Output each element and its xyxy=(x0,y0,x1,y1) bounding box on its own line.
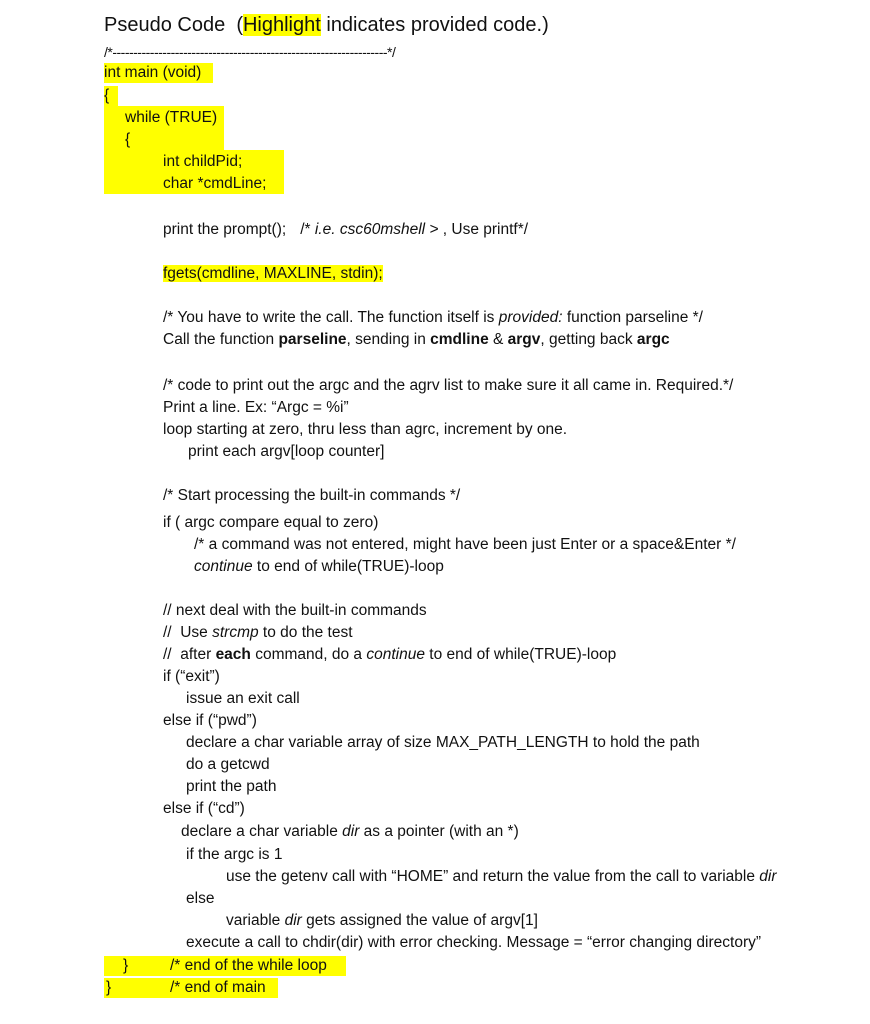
line-cmd-not-entered: /* a command was not entered, might have been just Enter or a space&Enter */ xyxy=(194,536,736,553)
line-loop-start: loop starting at zero, thru less than agrc, increment by one. xyxy=(163,421,568,438)
line-print-prompt xyxy=(163,220,528,240)
title-highlight-word: Highlight xyxy=(242,14,321,36)
line-close-while: } xyxy=(123,957,129,974)
separator-comment: /*------------------------------------------------------------------*/ xyxy=(104,44,396,60)
declare-dir-c: as a pointer (with an *) xyxy=(359,823,519,840)
line-call-parseline xyxy=(163,330,670,350)
declare-dir-b: dir xyxy=(342,823,360,840)
print-prompt-comment-b: i.e. csc60mshell > xyxy=(314,221,443,238)
line-code-print-comment: /* code to print out the argc and the agrv list to make sure it all came in. Required.*/ xyxy=(163,377,734,394)
line-else-if-pwd: else if (“pwd”) xyxy=(163,712,257,729)
line-while-true: while (TRUE) xyxy=(125,109,218,126)
call-b: parseline xyxy=(278,331,347,348)
print-prompt-comment-a: /* xyxy=(300,221,315,238)
line-open-while: { xyxy=(125,131,131,148)
line-start-processing: /* Start processing the built-in commands */ xyxy=(163,487,461,504)
after-each-e: to end of while(TRUE)-loop xyxy=(424,646,617,663)
line-int-childpid: int childPid; xyxy=(163,153,243,170)
call-c: , sending in xyxy=(346,331,431,348)
call-f: argv xyxy=(507,331,541,348)
line-print-line: Print a line. Ex: “Argc = %i” xyxy=(163,399,349,416)
parse-comment-a: /* You have to write the call. The function itself is xyxy=(163,309,499,326)
line-if-exit: if (“exit”) xyxy=(163,668,220,685)
variable-dir-c: gets assigned the value of argv[1] xyxy=(301,912,538,929)
line-variable-dir xyxy=(226,911,538,931)
line-use-getenv xyxy=(226,867,777,887)
call-h: argc xyxy=(636,331,670,348)
page-title xyxy=(104,12,549,38)
line-print-each: print each argv[loop counter] xyxy=(188,443,385,460)
line-issue-exit: issue an exit call xyxy=(186,690,300,707)
call-a: Call the function xyxy=(163,331,279,348)
call-d: cmdline xyxy=(430,331,489,348)
use-strcmp-b: strcmp xyxy=(212,624,259,641)
fgets-highlight: fgets(cmdline, MAXLINE, stdin); xyxy=(163,265,383,282)
line-end-main-comment: /* end of main xyxy=(170,979,266,996)
line-continue xyxy=(194,557,444,577)
line-else: else xyxy=(186,890,215,907)
use-getenv-b: dir xyxy=(759,868,777,885)
call-e: & xyxy=(488,331,508,348)
line-after-each xyxy=(163,645,616,665)
title-prefix: Pseudo Code ( xyxy=(104,14,243,36)
line-fgets xyxy=(163,264,383,284)
line-parse-comment xyxy=(163,308,703,328)
print-prompt-comment-c: , Use printf*/ xyxy=(442,221,529,238)
line-if-argc-one: if the argc is 1 xyxy=(186,846,283,863)
title-suffix: indicates provided code.) xyxy=(320,14,549,36)
line-else-if-cd: else if (“cd”) xyxy=(163,800,245,817)
variable-dir-a: variable xyxy=(226,912,285,929)
line-use-strcmp xyxy=(163,623,353,643)
line-int-main: int main (void) xyxy=(104,64,202,81)
variable-dir-b: dir xyxy=(284,912,302,929)
line-end-while-comment: /* end of the while loop xyxy=(170,957,327,974)
continue-rest: to end of while(TRUE)-loop xyxy=(252,558,444,575)
line-declare-dir xyxy=(181,822,519,842)
after-each-c: command, do a xyxy=(250,646,367,663)
line-if-argc-zero: if ( argc compare equal to zero) xyxy=(163,514,379,531)
line-execute-chdir: execute a call to chdir(dir) with error checking. Message = “error changing directory” xyxy=(186,934,762,951)
call-g: , getting back xyxy=(540,331,637,348)
line-declare-array: declare a char variable array of size MAX_PATH_LENGTH to hold the path xyxy=(186,734,700,751)
after-each-d: continue xyxy=(366,646,425,663)
use-strcmp-a: // Use xyxy=(163,624,213,641)
line-open-main: { xyxy=(104,87,110,104)
parse-comment-b: provided: xyxy=(498,309,563,326)
after-each-b: each xyxy=(215,646,251,663)
line-print-path: print the path xyxy=(186,778,277,795)
line-close-main: } xyxy=(106,979,112,996)
line-do-getcwd: do a getcwd xyxy=(186,756,270,773)
line-char-cmdline: char *cmdLine; xyxy=(163,175,267,192)
print-prompt-text: print the prompt(); xyxy=(163,221,287,238)
continue-keyword: continue xyxy=(194,558,253,575)
line-next-deal: // next deal with the built-in commands xyxy=(163,602,427,619)
use-getenv-a: use the getenv call with “HOME” and return the value from the call to variable xyxy=(226,868,760,885)
use-strcmp-c: to do the test xyxy=(258,624,353,641)
declare-dir-a: declare a char variable xyxy=(181,823,343,840)
parse-comment-c: function parseline */ xyxy=(562,309,703,326)
after-each-a: // after xyxy=(163,646,216,663)
